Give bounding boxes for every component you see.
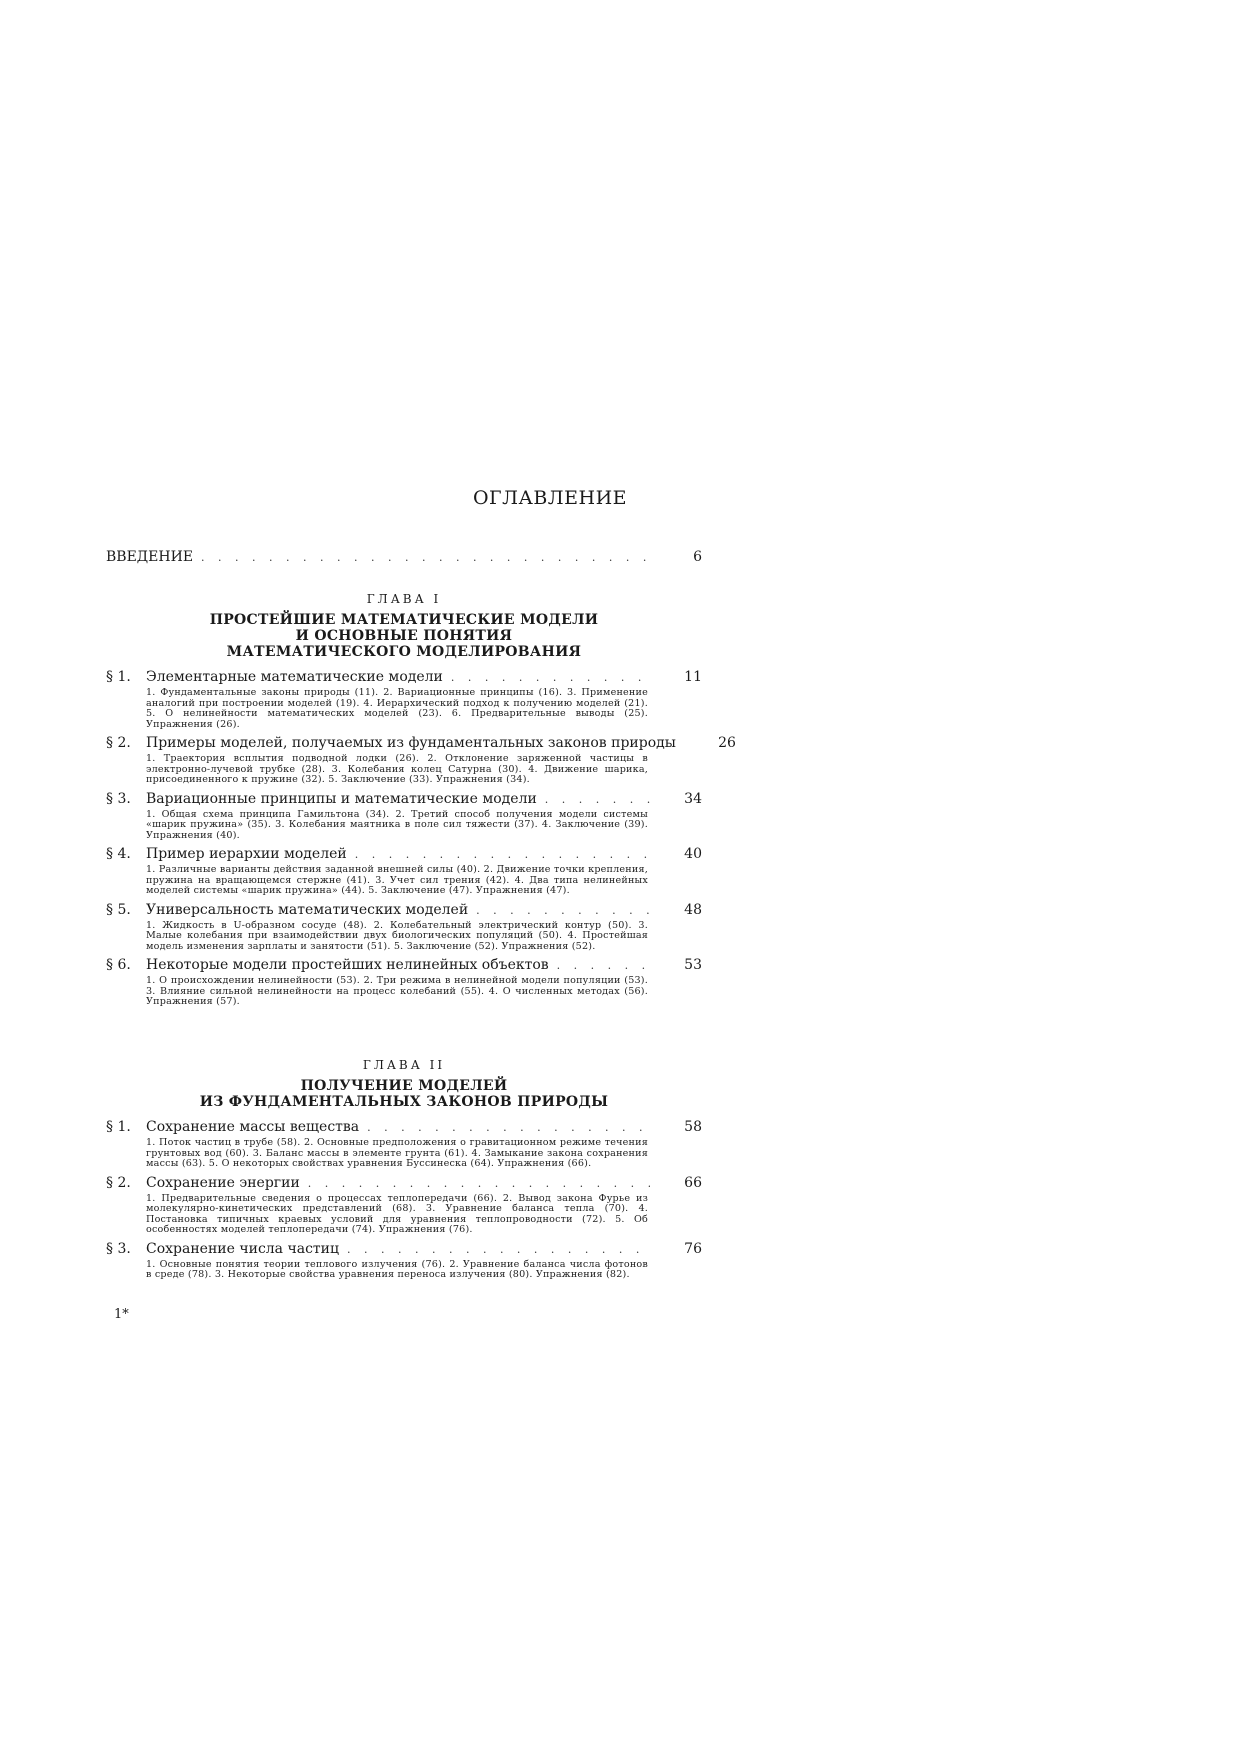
dot-leader — [355, 846, 650, 864]
section-title: Сохранение массы вещества — [146, 1119, 360, 1135]
toc-section[interactable] — [106, 790, 702, 842]
section-number: § 4. — [106, 846, 131, 862]
toc-entry-introduction[interactable] — [106, 548, 702, 567]
chapter-title — [106, 612, 702, 660]
toc-section[interactable] — [106, 845, 702, 897]
section-title: Элементарные математические модели — [146, 669, 443, 685]
toc-title: ОГЛАВЛЕНИЕ — [472, 487, 628, 509]
page-number: 6 — [693, 549, 702, 565]
subsection-list: 1. Жидкость в U-образном сосуде (48). 2. Колебательный электрический контур (50). 3. Малые колебания при взаимодействии двух биологических популяций (50). 4. Простейшая модель изменения зарплаты и занятости (51). 5. Заключение (52). Упражнения (52). — [146, 919, 648, 952]
dot-leader — [476, 902, 650, 920]
dot-leader — [557, 957, 650, 975]
page-number: 58 — [684, 1119, 702, 1135]
chapter-title-line: ПРОСТЕЙШИЕ МАТЕМАТИЧЕСКИЕ МОДЕЛИ — [209, 612, 599, 628]
chapter-number: ГЛАВА II — [362, 1058, 446, 1072]
section-number: § 1. — [106, 669, 131, 685]
section-title: Некоторые модели простейших нелинейных объектов — [146, 957, 549, 973]
subsection-list: 1. О происхождении нелинейности (53). 2. Три режима в нелинейной модели популяции (53). 3. Влияние сильной нелинейности на процесс колебаний (55). 4. О численных методах (56). Упражнения (57). — [146, 975, 648, 1007]
subsection-list: 1. Фундаментальные законы природы (11). 2. Вариационные принципы (16). 3. Применение аналогий при построении моделей (19). 4. Иерархический подход к получению моделей (21). 5. О нелинейности математических моделей (23). 6. Предварительные выводы (25). Упражнения (26). — [146, 687, 648, 730]
page-number: 26 — [718, 735, 736, 751]
chapter-2 — [106, 1058, 702, 1285]
page-number: 76 — [684, 1240, 702, 1257]
chapter-title-line: ПОЛУЧЕНИЕ МОДЕЛЕЙ — [300, 1078, 508, 1094]
dot-leader — [451, 669, 650, 687]
page-number: 48 — [684, 901, 702, 918]
chapter-1 — [106, 592, 736, 1012]
toc-section[interactable] — [106, 1174, 702, 1236]
page-number: 66 — [684, 1174, 702, 1191]
dot-leader — [347, 1241, 650, 1259]
toc-section[interactable] — [106, 956, 702, 1008]
section-title: Универсальность математических моделей — [146, 901, 469, 918]
section-title: Пример иерархии моделей — [146, 846, 347, 862]
section-number: § 3. — [106, 790, 131, 807]
toc-section[interactable] — [106, 1118, 702, 1170]
chapter-title-line: И ОСНОВНЫЕ ПОНЯТИЯ — [295, 628, 513, 644]
entry-label: ВВЕДЕНИЕ — [106, 549, 194, 565]
section-number: § 1. — [106, 1119, 131, 1135]
subsection-list: 1. Траектория всплытия подводной лодки (26). 2. Отклонение заряженной частицы в электронно-лучевой трубке (28). 3. Колебания колец Сатурна (30). 4. Движение шарика, присоединенного к пружине (32). 5. Заключение (33). Упражнения (34). — [146, 753, 648, 785]
toc-section[interactable] — [106, 1240, 702, 1281]
chapter-title-line: ИЗ ФУНДАМЕНТАЛЬНЫХ ЗАКОНОВ ПРИРОДЫ — [199, 1094, 609, 1110]
chapter-title-line: МАТЕМАТИЧЕСКОГО МОДЕЛИРОВАНИЯ — [226, 644, 582, 660]
page-number: 53 — [684, 957, 702, 973]
section-number: § 6. — [106, 957, 131, 973]
chapter-title — [106, 1078, 702, 1110]
page-number: 40 — [684, 846, 702, 862]
subsection-list: 1. Общая схема принципа Гамильтона (34). 2. Третий способ получения модели системы «шарик пружина» (35). 3. Колебания маятника в поле сил тяжести (37). 4. Заключение (39). Упражнения (40). — [146, 808, 648, 841]
subsection-list: 1. Различные варианты действия заданной внешней силы (40). 2. Движение точки крепления, пружина на вращающемся стержне (41). 3. Учет сил трения (42). 4. Два типа нелинейных моделей системы «шарик пружина» (44). 5. Заключение (47). Упражнения (47). — [146, 864, 648, 896]
section-number: § 2. — [106, 735, 131, 751]
toc-section[interactable] — [106, 901, 702, 953]
page-number: 11 — [684, 669, 702, 685]
section-number: § 5. — [106, 901, 131, 918]
section-title: Сохранение числа частиц — [146, 1240, 339, 1257]
section-number: § 3. — [106, 1240, 131, 1257]
section-title: Примеры моделей, получаемых из фундаментальных законов природы — [146, 735, 676, 751]
page-number: 34 — [684, 790, 702, 807]
subsection-list: 1. Основные понятия теории теплового излучения (76). 2. Уравнение баланса числа фотонов в среде (78). 3. Некоторые свойства уравнения переноса излучения (80). Упражнения (82). — [146, 1258, 648, 1280]
section-number: § 2. — [106, 1174, 131, 1191]
section-title: Сохранение энергии — [146, 1174, 300, 1191]
chapter-number: ГЛАВА I — [366, 592, 442, 606]
dot-leader — [367, 1119, 650, 1137]
subsection-list: 1. Поток частиц в трубе (58). 2. Основные предположения о гравитационном режиме течения грунтовых вод (60). 3. Баланс массы в элементе грунта (61). 4. Замыкание закона сохранения массы (63). 5. О некоторых свойствах уравнения Буссинеска (64). Упражнения (66). — [146, 1137, 648, 1169]
toc-section[interactable] — [106, 734, 736, 786]
page-signature-mark: 1* — [114, 1307, 129, 1322]
subsection-list: 1. Предварительные сведения о процессах теплопередачи (66). 2. Вывод закона Фурье из молекулярно-кинетических представлений (68). 3. Уравнение баланса тепла (70). 4. Постановка типичных краевых условий для уравнения теплопроводности (72). 5. Об особенностях моделей теплопередачи (74). Упражнения (76). — [146, 1192, 648, 1235]
dot-leader — [308, 1175, 650, 1193]
dot-leader — [201, 549, 650, 567]
dot-leader — [545, 791, 650, 809]
toc-section[interactable] — [106, 668, 702, 730]
section-title: Вариационные принципы и математические модели — [146, 790, 537, 807]
